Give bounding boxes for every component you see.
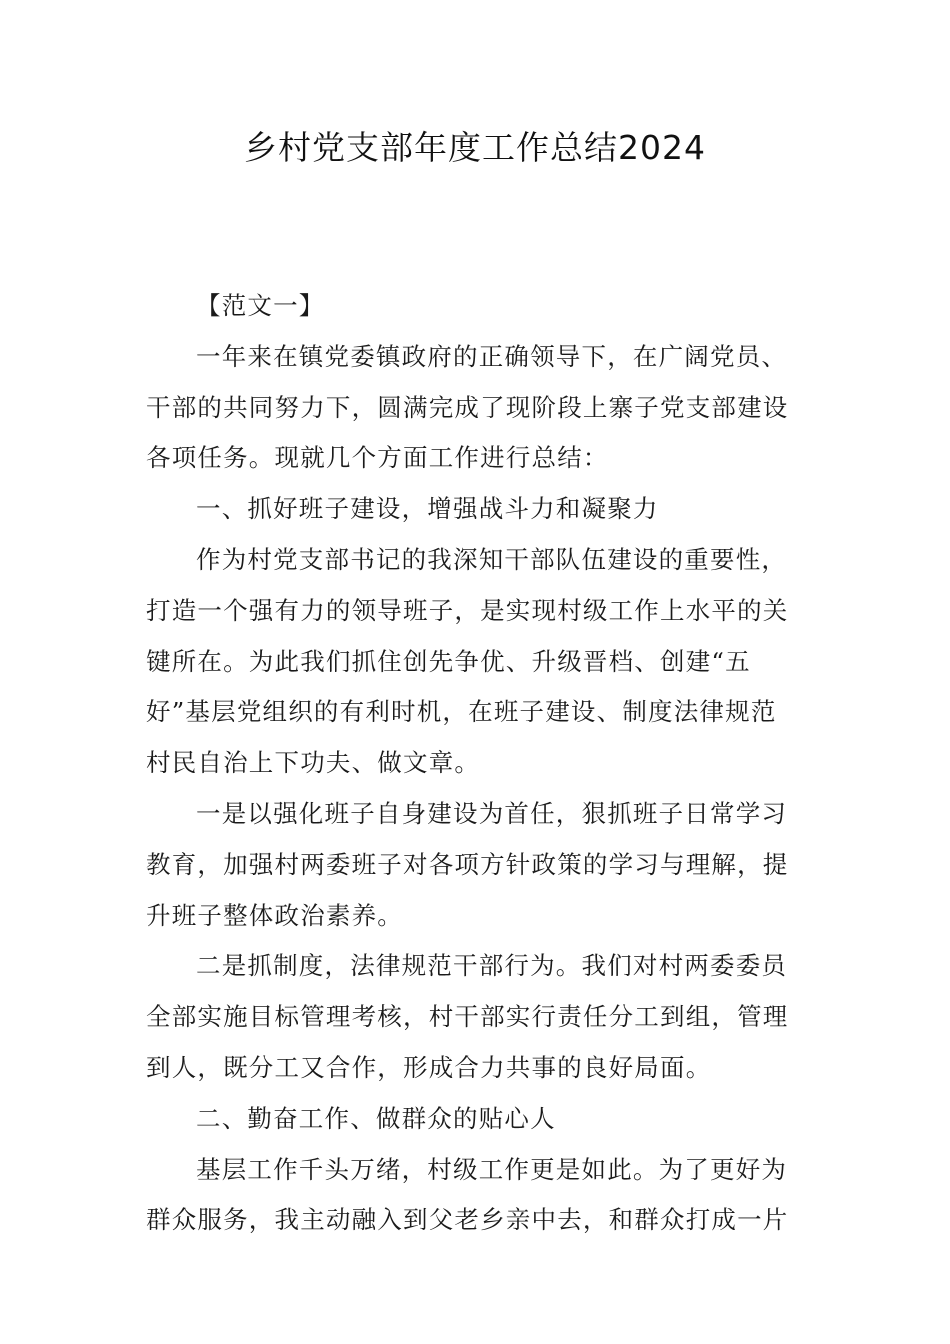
text-line: 好”基层党组织的有利时机，在班子建设、制度法律规范 — [146, 697, 777, 727]
text-line: 教育，加强村两委班子对各项方针政策的学习与理解，提 — [146, 849, 789, 879]
text-line: 干部的共同努力下，圆满完成了现阶段上寨子党支部建设 — [146, 392, 789, 422]
text-line: 升班子整体政治素养。 — [146, 900, 403, 930]
text-line: 作为村党支部书记的我深知干部队伍建设的重要性， — [196, 544, 788, 574]
text-line: 全部实施目标管理考核，村干部实行责任分工到组，管理 — [146, 1002, 789, 1032]
document-title: 乡村党支部年度工作总结2024 — [244, 128, 706, 167]
section-heading: 二、勤奋工作、做群众的贴心人 — [196, 1103, 556, 1133]
text-line: 打造一个强有力的领导班子，是实现村级工作上水平的关 — [146, 595, 789, 625]
text-line: 到人，既分工又合作，形成合力共事的良好局面。 — [146, 1052, 712, 1082]
text-line: 各项任务。现就几个方面工作进行总结： — [146, 443, 609, 473]
text-line: 【范文一】 — [196, 291, 325, 320]
section-heading: 一、抓好班子建设，增强战斗力和凝聚力 — [196, 494, 659, 524]
document-body — [146, 281, 808, 1246]
text-line: 基层工作千头万绪，村级工作更是如此。为了更好为 — [196, 1154, 788, 1184]
text-line: 群众服务，我主动融入到父老乡亲中去，和群众打成一片 — [146, 1205, 789, 1235]
text-line: 键所在。为此我们抓住创先争优、升级晋档、创建“五 — [146, 646, 751, 676]
text-line: 一是以强化班子自身建设为首任，狠抓班子日常学习 — [196, 798, 788, 828]
text-line: 一年来在镇党委镇政府的正确领导下，在广阔党员、 — [196, 341, 788, 371]
text-line: 村民自治上下功夫、做文章。 — [146, 748, 481, 778]
text-line: 二是抓制度，法律规范干部行为。我们对村两委委员 — [196, 951, 788, 981]
